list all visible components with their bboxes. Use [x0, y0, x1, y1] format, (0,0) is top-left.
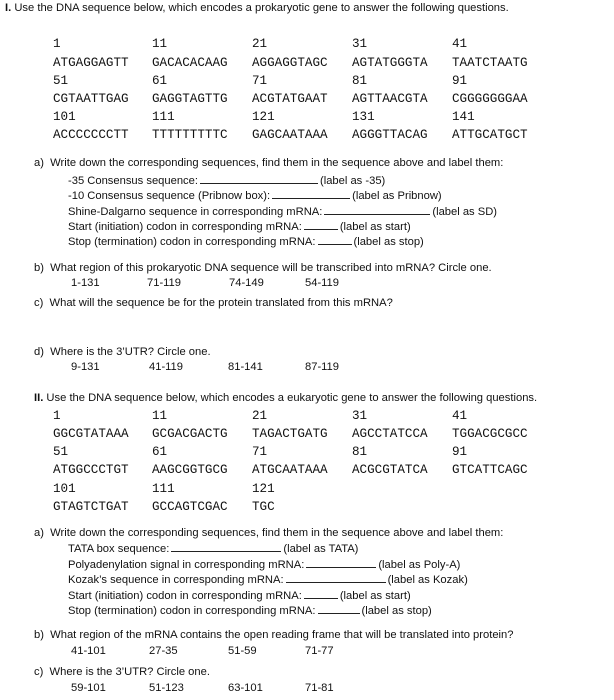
question-prompt: Where is the 3’UTR? Circle one. [49, 666, 210, 678]
dna-group: ATGAGGAGTT [53, 56, 129, 70]
part1-question-b [34, 262, 492, 274]
question-prompt: Where is the 3’UTR? Circle one. [50, 346, 211, 358]
seq-position: 101 [53, 482, 76, 496]
question-letter: c) [34, 297, 44, 309]
answer-label: Start (initiation) codon in corresponding mRNA: [68, 590, 302, 602]
answer-line [68, 573, 468, 586]
dna-group: AGTATGGGTA [352, 56, 428, 70]
question-prompt: What region of the mRNA contains the open reading frame that will be translated into protein? [50, 629, 514, 641]
seq-position: 31 [352, 409, 368, 423]
answer-option[interactable]: 27-35 [149, 645, 178, 657]
seq-position: 61 [152, 445, 168, 459]
dna-group: TGC [252, 500, 275, 514]
part1-heading-number: I. [5, 2, 12, 14]
answer-line [68, 558, 460, 571]
seq-position: 91 [452, 445, 468, 459]
part2-question-a [34, 527, 503, 539]
seq-position: 1 [53, 409, 61, 423]
seq-position: 111 [152, 482, 175, 496]
dna-group: ACGTATGAAT [252, 92, 328, 106]
seq-position: 31 [352, 37, 368, 51]
question-letter: b) [34, 262, 44, 274]
seq-position: 51 [53, 74, 69, 88]
answer-option[interactable]: 74-149 [229, 277, 264, 289]
answer-option[interactable]: 54-119 [305, 277, 340, 289]
dna-group: AGGAGGTAGC [252, 56, 328, 70]
answer-label: Kozak’s sequence in corresponding mRNA: [68, 574, 284, 586]
seq-position: 51 [53, 445, 69, 459]
question-prompt: Write down the corresponding sequences, find them in the sequence above and label them: [50, 527, 504, 539]
seq-position: 11 [152, 409, 168, 423]
answer-label-note: (label as Kozak) [387, 574, 468, 586]
seq-position: 71 [252, 74, 268, 88]
part1-question-c [34, 297, 393, 309]
dna-group: GTAGTCTGAT [53, 500, 129, 514]
question-letter: c) [34, 666, 44, 678]
question-prompt: What region of this prokaryotic DNA sequence will be transcribed into mRNA? Circle one. [50, 262, 492, 274]
seq-position: 81 [352, 74, 368, 88]
dna-group: AGGGTTACAG [352, 128, 428, 142]
part2-question-b [34, 629, 513, 641]
answer-label: Shine-Dalgarno sequence in corresponding mRNA: [68, 206, 323, 218]
seq-position: 21 [252, 37, 268, 51]
dna-group: ATGGCCCTGT [53, 463, 129, 477]
dna-group: GCGACGACTG [152, 427, 228, 441]
dna-group: GGCGTATAAA [53, 427, 129, 441]
question-prompt: Write down the corresponding sequences, find them in the sequence above and label them: [50, 157, 504, 169]
answer-line [68, 542, 358, 555]
answer-label-note: (label as Poly-A) [378, 559, 461, 571]
answer-option[interactable]: 71-119 [147, 277, 182, 289]
part1-heading-text: Use the DNA sequence below, which encodes a prokaryotic gene to answer the following questions. [11, 2, 509, 14]
seq-position: 41 [452, 409, 468, 423]
answer-label: Stop (termination) codon in corresponding mRNA: [68, 236, 316, 248]
seq-position: 41 [452, 37, 468, 51]
seq-position: 111 [152, 110, 175, 124]
answer-blank[interactable] [272, 189, 350, 199]
answer-label: -10 Consensus sequence (Pribnow box): [68, 190, 271, 202]
answer-option[interactable]: 41-119 [149, 361, 184, 373]
answer-option[interactable]: 9-131 [71, 361, 100, 373]
answer-line [68, 235, 424, 248]
part2-heading [34, 392, 537, 404]
dna-group: AGTTAACGTA [352, 92, 428, 106]
answer-blank[interactable] [318, 604, 360, 614]
seq-position: 101 [53, 110, 76, 124]
seq-position: 11 [152, 37, 168, 51]
question-letter: b) [34, 629, 44, 641]
answer-blank[interactable] [286, 573, 386, 583]
question-letter: d) [34, 346, 44, 358]
answer-label-note: (label as Pribnow) [352, 190, 442, 202]
dna-group: TTTTTTTTTC [152, 128, 228, 142]
dna-group: TAGACTGATG [252, 427, 328, 441]
dna-group: AAGCGGTGCG [152, 463, 228, 477]
answer-blank[interactable] [306, 558, 376, 568]
dna-group: CGTAATTGAG [53, 92, 129, 106]
dna-group: GAGCAATAAA [252, 128, 328, 142]
answer-option[interactable]: 71-77 [305, 645, 334, 657]
answer-line [68, 174, 385, 187]
part2-question-c [34, 666, 210, 678]
answer-blank[interactable] [324, 205, 430, 215]
dna-group: GACACACAAG [152, 56, 228, 70]
seq-position: 71 [252, 445, 268, 459]
dna-group: CGGGGGGGAA [452, 92, 528, 106]
seq-position: 1 [53, 37, 61, 51]
answer-line [68, 604, 432, 617]
answer-label: -35 Consensus sequence: [68, 175, 198, 187]
answer-option[interactable]: 59-101 [71, 682, 106, 694]
answer-blank[interactable] [304, 220, 338, 230]
question-letter: a) [34, 157, 44, 169]
answer-label-note: (label as SD) [432, 206, 498, 218]
answer-label-note: (label as TATA) [283, 543, 359, 555]
answer-line [68, 220, 411, 233]
answer-label: Polyadenylation signal in corresponding mRNA: [68, 559, 305, 571]
part2-heading-text: Use the DNA sequence below, which encodes a eukaryotic gene to answer the following questions. [43, 392, 538, 404]
answer-label-note: (label as start) [339, 221, 411, 233]
answer-label-note: (label as stop) [353, 236, 424, 248]
seq-position: 81 [352, 445, 368, 459]
dna-group: GCCAGTCGAC [152, 500, 228, 514]
dna-group: AGCCTATCCA [352, 427, 428, 441]
answer-label: Start (initiation) codon in corresponding mRNA: [68, 221, 302, 233]
dna-group: GAGGTAGTTG [152, 92, 228, 106]
dna-group: ACGCGTATCA [352, 463, 428, 477]
answer-option[interactable]: 87-119 [305, 361, 340, 373]
dna-group: ATGCAATAAA [252, 463, 328, 477]
seq-position: 141 [452, 110, 475, 124]
answer-label: Stop (termination) codon in corresponding mRNA: [68, 605, 316, 617]
answer-line [68, 589, 411, 602]
answer-line [68, 205, 497, 218]
seq-position: 91 [452, 74, 468, 88]
dna-group: ACCCCCCCTT [53, 128, 129, 142]
dna-group: GTCATTCAGC [452, 463, 528, 477]
answer-option[interactable]: 81-141 [228, 361, 263, 373]
answer-blank[interactable] [304, 589, 338, 599]
answer-option[interactable]: 1-131 [71, 277, 100, 289]
answer-option[interactable]: 71-81 [305, 682, 334, 694]
answer-option[interactable]: 63-101 [228, 682, 263, 694]
answer-label-note: (label as -35) [319, 175, 386, 187]
question-prompt: What will the sequence be for the protein translated from this mRNA? [49, 297, 393, 309]
seq-position: 121 [252, 482, 275, 496]
answer-option[interactable]: 51-59 [228, 645, 257, 657]
part1-question-d [34, 346, 211, 358]
answer-blank[interactable] [200, 174, 318, 184]
question-letter: a) [34, 527, 44, 539]
answer-blank[interactable] [171, 542, 281, 552]
seq-position: 131 [352, 110, 375, 124]
answer-option[interactable]: 51-123 [149, 682, 184, 694]
answer-label: TATA box sequence: [68, 543, 170, 555]
seq-position: 121 [252, 110, 275, 124]
dna-group: ATTGCATGCT [452, 128, 528, 142]
part2-heading-number: II. [34, 392, 44, 404]
answer-blank[interactable] [318, 235, 352, 245]
answer-label-note: (label as start) [339, 590, 411, 602]
answer-option[interactable]: 41-101 [71, 645, 106, 657]
dna-group: TAATCTAATG [452, 56, 528, 70]
part1-question-a [34, 157, 503, 169]
answer-line [68, 189, 442, 202]
dna-group: TGGACGCGCC [452, 427, 528, 441]
seq-position: 21 [252, 409, 268, 423]
part1-heading [5, 2, 509, 14]
answer-label-note: (label as stop) [361, 605, 432, 617]
seq-position: 61 [152, 74, 168, 88]
